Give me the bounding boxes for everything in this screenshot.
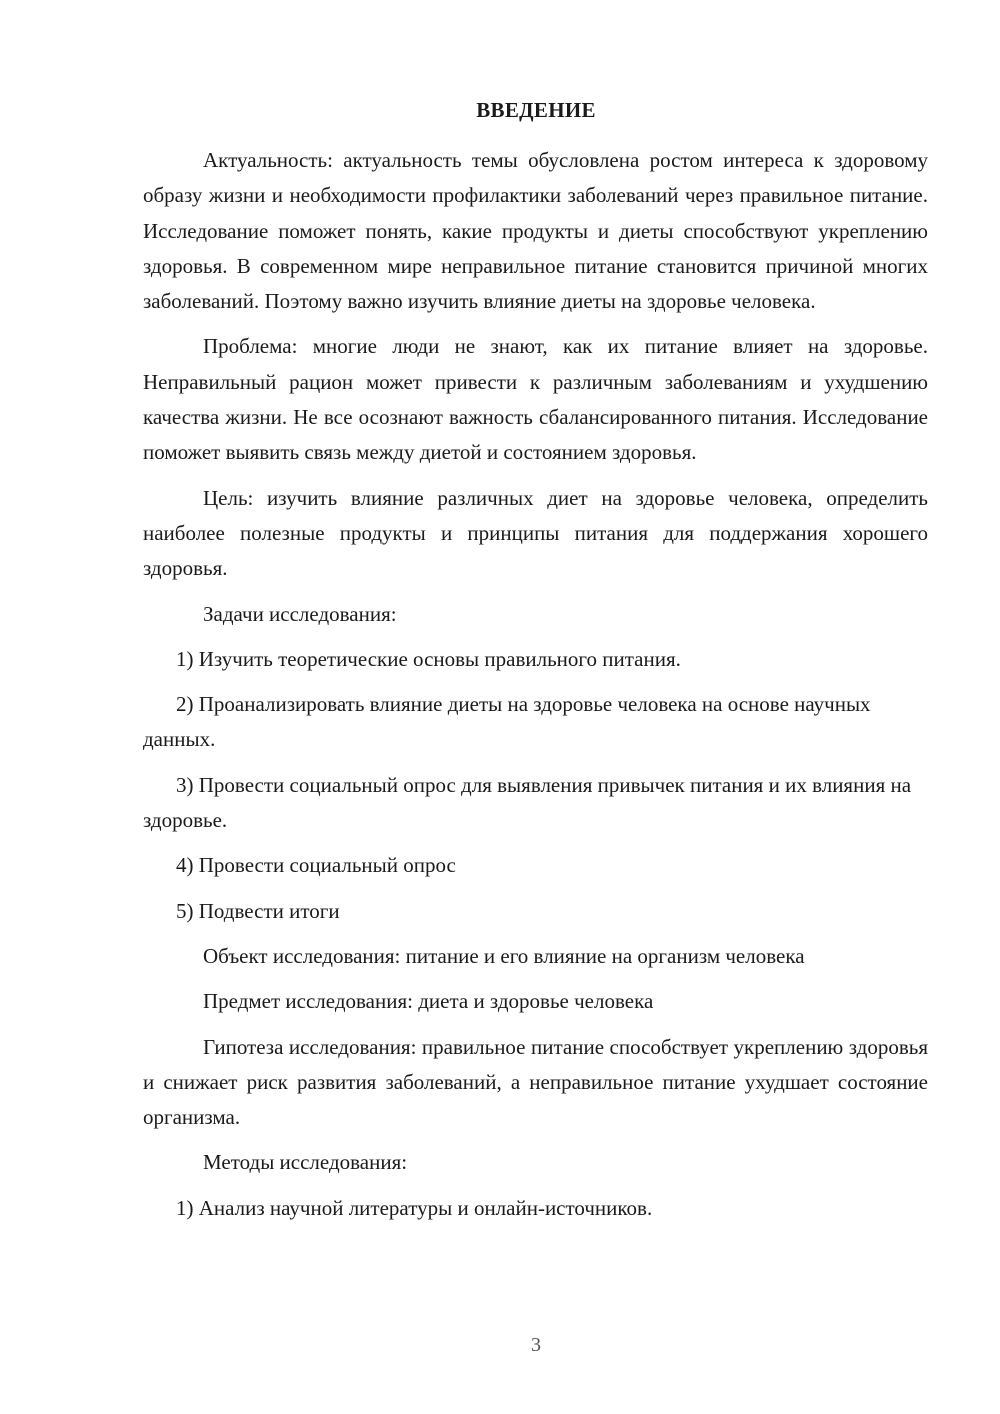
list-item-task-4: 4) Провести социальный опрос [176,853,456,878]
list-item-task-2: 2) Проанализировать влияние диеты на здоровье человека на основе научных данных. [143,692,871,752]
paragraph-methods-heading: Методы исследования: [203,1150,408,1175]
list-item-task-5: 5) Подвести итоги [176,898,340,923]
list-item-task-1: 1) Изучить теоретические основы правильного питания. [176,646,681,671]
paragraph-relevance: Актуальность: актуальность темы обусловлена ростом интереса к здоровому образу жизни и необходимости профилактики заболеваний через правильное питание. Исследование поможет понять, какие продукты и диеты способствуют укреплению здоровья. В современном мире неправильное питание становится причиной многих заболеваний. Поэтому важно изучить влияние диеты на здоровье человека. [143,148,928,314]
text-body [143,143,928,1236]
paragraph-hypothesis: Гипотеза исследования: правильное питание способствует укреплению здоровья и снижает риск развития заболеваний, а неправильное питание ухудшает состояние организма. [143,1034,928,1130]
list-item-method-1: 1) Анализ научной литературы и онлайн-источников. [176,1195,653,1220]
paragraph-tasks-heading: Задачи исследования: [203,601,397,626]
page-number: 3 [531,1334,541,1356]
paragraph-subject: Предмет исследования: диета и здоровье человека [203,989,654,1014]
paragraph-object: Объект исследования: питание и его влияние на организм человека [203,943,805,968]
paragraph-problem: Проблема: многие люди не знают, как их питание влияет на здоровье. Неправильный рацион может привести к различным заболеваниям и ухудшению качества жизни. Не все осознают важность сбалансированного питания. Исследование поможет выявить связь между диетой и состоянием здоровья. [143,334,928,465]
section-title: ВВЕДЕНИЕ [476,98,596,122]
paragraph-goal: Цель: изучить влияние различных диет на здоровье человека, определить наиболее полезные продукты и принципы питания для поддержания хорошего здоровья. [143,485,928,581]
list-item-task-3: 3) Провести социальный опрос для выявления привычек питания и их влияния на здоровье. [143,772,912,833]
